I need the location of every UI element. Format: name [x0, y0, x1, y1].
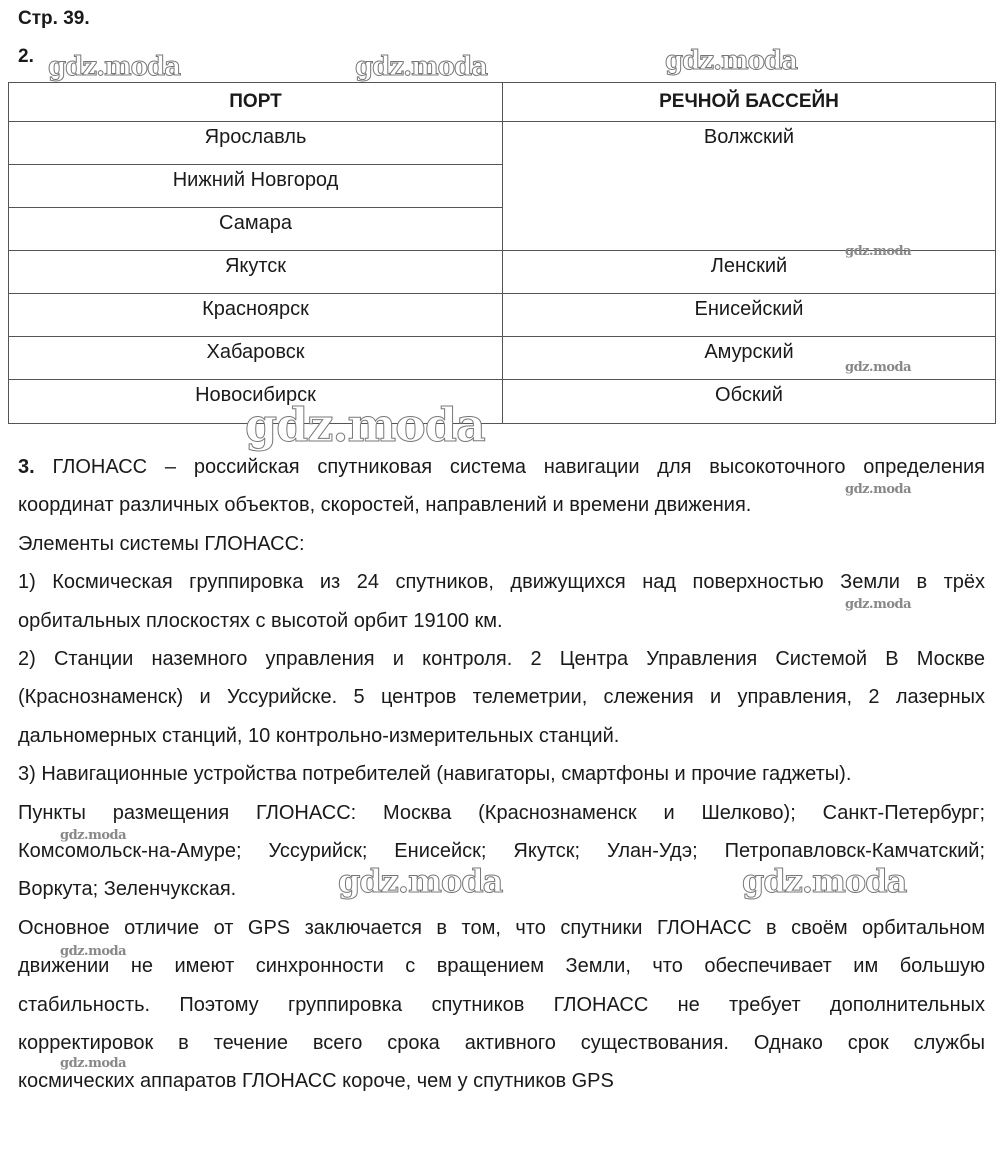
- text-line: корректировок в течение всего срока активного существования. Однако срок службы: [18, 1032, 985, 1054]
- watermark: gdz.moda: [338, 862, 503, 900]
- port-cell: Нижний Новгород: [9, 165, 503, 208]
- text-line: Комсомольск-на-Амуре; Уссурийск; Енисейск; Якутск; Улан-Удэ; Петропавловск-Камчатский;: [18, 840, 985, 862]
- table-row: [9, 337, 996, 380]
- text-line: (Краснознаменск) и Уссурийске. 5 центров телеметрии, слежения и управления, 2 лазерных: [18, 686, 985, 709]
- port-cell: Хабаровск: [9, 337, 503, 380]
- watermark: gdz.moda: [845, 360, 912, 375]
- text-line: движении не имеют синхронности с вращением Земли, что обеспечивает им большую: [18, 955, 985, 978]
- watermark: gdz.moda: [48, 52, 181, 82]
- watermark: gdz.moda: [60, 828, 127, 843]
- text-line: координат различных объектов, скоростей, направлений и времени движения.: [18, 494, 752, 517]
- watermark: gdz.moda: [742, 862, 907, 900]
- port-cell: Самара: [9, 208, 503, 251]
- text-line: Элементы системы ГЛОНАСС:: [18, 532, 305, 555]
- text-line: орбитальных плоскостях с высотой орбит 19100 км.: [18, 609, 503, 632]
- task-2-number: 2.: [18, 46, 34, 67]
- text-line: 3. ГЛОНАСС – российская спутниковая система навигации для высокоточного определения: [18, 456, 985, 478]
- port-cell: Красноярск: [9, 294, 503, 337]
- watermark: gdz.moda: [60, 944, 127, 959]
- ports-table: [8, 82, 996, 424]
- watermark: gdz.moda: [245, 398, 485, 452]
- port-cell: Якутск: [9, 251, 503, 294]
- basin-cell: Ленский: [503, 251, 996, 294]
- watermark: gdz.moda: [665, 46, 798, 76]
- table-row: [9, 294, 996, 337]
- text-line: 2) Станции наземного управления и контроля. 2 Центра Управления Системой В Москве: [18, 648, 985, 670]
- text-line: стабильность. Поэтому группировка спутников ГЛОНАСС не требует дополнительных: [18, 993, 985, 1016]
- text-line: космических аппаратов ГЛОНАСС короче, чем у спутников GPS: [18, 1070, 614, 1093]
- watermark: gdz.moda: [845, 597, 912, 612]
- page-label: Стр. 39.: [18, 8, 90, 29]
- port-cell: Ярославль: [9, 122, 503, 165]
- basin-cell: Амурский: [503, 337, 996, 380]
- table-row: [9, 251, 996, 294]
- text-line: Пункты размещения ГЛОНАСС: Москва (Краснознаменск и Шелково); Санкт-Петербург;: [18, 801, 985, 824]
- text-line: Основное отличие от GPS заключается в том, что спутники ГЛОНАСС в своём орбитальном: [18, 916, 985, 939]
- header-basin: РЕЧНОЙ БАССЕЙН: [503, 83, 996, 122]
- table-row: [9, 122, 996, 165]
- table-header-row: [9, 83, 996, 122]
- text-line: Воркута; Зеленчукская.: [18, 878, 237, 901]
- watermark: gdz.moda: [845, 244, 912, 259]
- watermark: gdz.moda: [60, 1056, 127, 1071]
- header-port: ПОРТ: [9, 83, 503, 122]
- text-line: 3) Навигационные устройства потребителей (навигаторы, смартфоны и прочие гаджеты).: [18, 763, 852, 786]
- basin-cell: Енисейский: [503, 294, 996, 337]
- watermark: gdz.moda: [845, 482, 912, 497]
- watermark: gdz.moda: [355, 52, 488, 82]
- port-cell: Новосибирск: [9, 380, 503, 424]
- table-row: [9, 380, 996, 424]
- text-line: дальномерных станций, 10 контрольно-измерительных станций.: [18, 724, 620, 747]
- text-line: 1) Космическая группировка из 24 спутников, движущихся над поверхностью Земли в трёх: [18, 571, 985, 594]
- basin-cell: Волжский: [503, 122, 996, 251]
- basin-cell: Обский: [503, 380, 996, 424]
- task-3-number: 3.: [18, 456, 35, 478]
